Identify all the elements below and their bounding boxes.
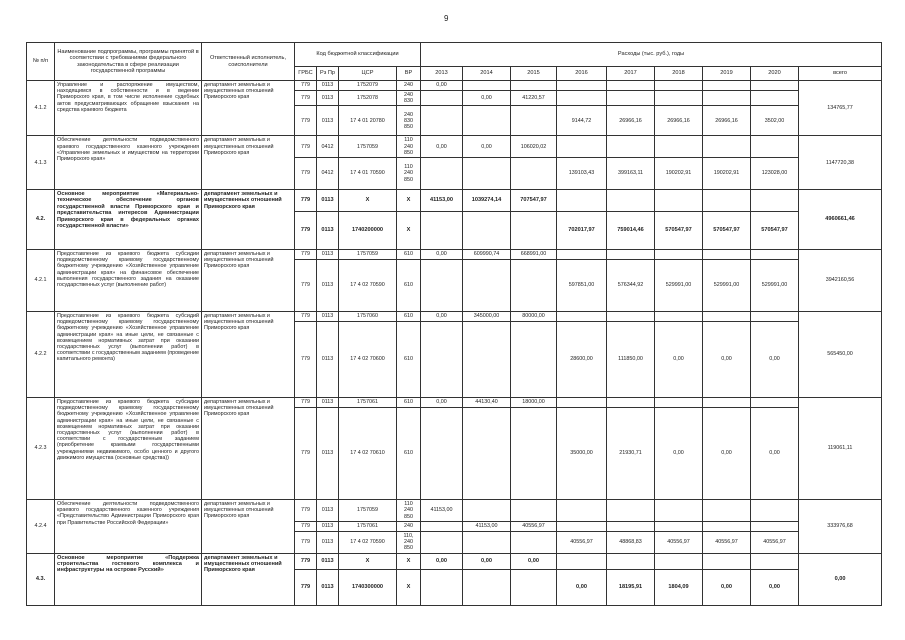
- header-num: № п/п: [27, 43, 55, 81]
- cell-grbs: 779: [295, 408, 317, 500]
- table-row: [27, 312, 882, 322]
- cell-2016: [557, 190, 607, 212]
- cell-vr: 240: [397, 81, 421, 91]
- row-responsible: департамент земельных и имущественных отношений Приморского края: [202, 500, 295, 554]
- cell-2016: 40556,97: [557, 532, 607, 554]
- cell-csr: 1757060: [339, 312, 397, 322]
- cell-grbs: 779: [295, 136, 317, 158]
- row-number: 4.2.2: [27, 312, 55, 398]
- cell-vr: 240 830 850: [397, 106, 421, 136]
- cell-2019: 529991,00: [703, 260, 751, 312]
- cell-2015: [511, 532, 557, 554]
- cell-grbs: 779: [295, 553, 317, 569]
- header-resp: Ответственный исполнитель, соисполнители: [202, 43, 295, 81]
- row-name: Управление и распоряжение имуществом, находящимся в собственности и в ведении Приморского края, в том числе исполнение судебных актов предусматривающих обращение взыскания на средства краевого бюджета: [55, 81, 202, 136]
- cell-2015: 668991,00: [511, 250, 557, 260]
- cell-rzpr: 0113: [317, 569, 339, 605]
- cell-2014: 609990,74: [463, 250, 511, 260]
- cell-2017: 576344,92: [607, 260, 655, 312]
- cell-2017: [607, 250, 655, 260]
- header-2019: 2019: [703, 67, 751, 81]
- row-name: Предоставление из краевого бюджета субсидии подведомственному краевому государственному бюджетному учреждению «Хозяйственное управление администрации края» на иные цели, не связанные с возмещением нормативных затрат при оказании государственных услуг (выполнении работ) в соответствии с государственным заданием (приобретение краевыми государственными учреждениями недвижимого, особо ценного и другого движимого имущества (основные средства)): [55, 398, 202, 500]
- cell-vr: 240: [397, 522, 421, 532]
- row-total: 1147720,38: [799, 136, 882, 190]
- cell-2017: [607, 522, 655, 532]
- cell-rzpr: 0113: [317, 212, 339, 250]
- table-row: [27, 553, 882, 569]
- budget-table: [26, 42, 882, 606]
- cell-2013: 0,00: [421, 81, 463, 91]
- cell-2020: [751, 190, 799, 212]
- cell-2013: 0,00: [421, 136, 463, 158]
- row-total: 0,00: [799, 553, 882, 605]
- cell-2019: [703, 500, 751, 522]
- cell-2019: [703, 398, 751, 408]
- header-2020: 2020: [751, 67, 799, 81]
- cell-rzpr: 0113: [317, 532, 339, 554]
- cell-csr: 1757059: [339, 136, 397, 158]
- cell-2019: 0,00: [703, 322, 751, 398]
- cell-grbs: 779: [295, 158, 317, 190]
- cell-rzpr: 0113: [317, 190, 339, 212]
- table-row: [27, 250, 882, 260]
- cell-2020: [751, 312, 799, 322]
- cell-2018: [655, 136, 703, 158]
- row-number: 4.2.4: [27, 500, 55, 554]
- cell-grbs: 779: [295, 260, 317, 312]
- cell-csr: 17 4 02 70590: [339, 260, 397, 312]
- cell-rzpr: 0113: [317, 250, 339, 260]
- cell-rzpr: 0412: [317, 158, 339, 190]
- cell-2020: 529991,00: [751, 260, 799, 312]
- row-name: Обеспечение деятельности подведомственного краевого государственного казенного учреждения «Управление земельных и имуществом на территории Приморского края»: [55, 136, 202, 190]
- cell-vr: Х: [397, 212, 421, 250]
- cell-2013: 0,00: [421, 250, 463, 260]
- cell-2018: 1804,09: [655, 569, 703, 605]
- cell-vr: 240 830: [397, 91, 421, 106]
- cell-2013: [421, 212, 463, 250]
- cell-2020: [751, 522, 799, 532]
- cell-2013: [421, 158, 463, 190]
- cell-vr: 610: [397, 250, 421, 260]
- cell-2019: [703, 553, 751, 569]
- cell-2017: 48868,83: [607, 532, 655, 554]
- cell-2020: 0,00: [751, 322, 799, 398]
- row-number: 4.2.3: [27, 398, 55, 500]
- cell-2019: [703, 81, 751, 91]
- cell-2013: 0,00: [421, 398, 463, 408]
- cell-rzpr: 0412: [317, 136, 339, 158]
- cell-2014: 44130,40: [463, 398, 511, 408]
- cell-rzpr: 0113: [317, 408, 339, 500]
- cell-vr: 110 240 850: [397, 136, 421, 158]
- cell-2015: [511, 106, 557, 136]
- cell-grbs: 779: [295, 212, 317, 250]
- cell-rzpr: 0113: [317, 91, 339, 106]
- row-responsible: департамент земельных и имущественных отношений Приморского края: [202, 398, 295, 500]
- cell-2015: [511, 212, 557, 250]
- row-responsible: департамент земельных и имущественных отношений Приморского края: [202, 81, 295, 136]
- row-name: Обеспечение деятельности подведомственного краевого государственного казенного учреждения «Представительство Администрации Приморского края при Правительстве Российской Федерации»: [55, 500, 202, 554]
- cell-csr: 1757061: [339, 398, 397, 408]
- cell-2015: [511, 260, 557, 312]
- cell-vr: Х: [397, 190, 421, 212]
- cell-2013: [421, 532, 463, 554]
- cell-csr: 17 4 02 70610: [339, 408, 397, 500]
- cell-grbs: 779: [295, 322, 317, 398]
- cell-2015: [511, 569, 557, 605]
- cell-2018: 0,00: [655, 322, 703, 398]
- cell-2018: 40556,97: [655, 532, 703, 554]
- row-responsible: департамент земельных и имущественных отношений Приморского края: [202, 190, 295, 250]
- page-number: 9: [444, 14, 449, 23]
- cell-2020: 123028,00: [751, 158, 799, 190]
- cell-2018: 529991,00: [655, 260, 703, 312]
- row-name: Основное мероприятие «Поддержка строительства гостевого комплекса и инфраструктуры на острове Русский»: [55, 553, 202, 605]
- cell-2014: [463, 532, 511, 554]
- cell-2015: [511, 408, 557, 500]
- row-number: 4.2.1: [27, 250, 55, 312]
- row-number: 4.1.3: [27, 136, 55, 190]
- row-responsible: департамент земельных и имущественных отношений Приморского края: [202, 250, 295, 312]
- header-2016: 2016: [557, 67, 607, 81]
- cell-grbs: 779: [295, 190, 317, 212]
- cell-2018: 26966,16: [655, 106, 703, 136]
- header-csr: ЦСР: [339, 67, 397, 81]
- cell-2015: 0,00: [511, 553, 557, 569]
- cell-vr: 610: [397, 260, 421, 312]
- cell-csr: 1752078: [339, 91, 397, 106]
- cell-2019: 570547,97: [703, 212, 751, 250]
- cell-2014: [463, 260, 511, 312]
- cell-2016: 702017,97: [557, 212, 607, 250]
- cell-rzpr: 0113: [317, 81, 339, 91]
- header-2015: 2015: [511, 67, 557, 81]
- cell-2020: [751, 91, 799, 106]
- cell-2018: [655, 522, 703, 532]
- row-total: 3942160,56: [799, 250, 882, 312]
- cell-2014: [463, 212, 511, 250]
- cell-2017: [607, 190, 655, 212]
- cell-2017: [607, 398, 655, 408]
- cell-rzpr: 0113: [317, 312, 339, 322]
- cell-2017: [607, 312, 655, 322]
- cell-2015: [511, 500, 557, 522]
- header-expenses: Расходы (тыс. руб.), годы: [421, 43, 882, 67]
- cell-2020: [751, 398, 799, 408]
- cell-2019: 0,00: [703, 569, 751, 605]
- cell-2016: 0,00: [557, 569, 607, 605]
- cell-csr: Х: [339, 553, 397, 569]
- cell-2015: 18000,00: [511, 398, 557, 408]
- cell-csr: 1757061: [339, 522, 397, 532]
- cell-2020: 3502,00: [751, 106, 799, 136]
- row-number: 4.1.2: [27, 81, 55, 136]
- cell-vr: Х: [397, 569, 421, 605]
- row-name: Основное мероприятие «Материально-техническое обеспечение органов государственной власти Приморского края и представительства интересов Администрации Приморского края в федеральных органах государственной власти»: [55, 190, 202, 250]
- cell-vr: 610: [397, 398, 421, 408]
- header-2013: 2013: [421, 67, 463, 81]
- cell-2016: [557, 136, 607, 158]
- cell-csr: Х: [339, 190, 397, 212]
- cell-2020: [751, 553, 799, 569]
- header-total: всего: [799, 67, 882, 81]
- cell-2017: [607, 500, 655, 522]
- cell-2020: [751, 500, 799, 522]
- header-2018: 2018: [655, 67, 703, 81]
- cell-2017: 759014,46: [607, 212, 655, 250]
- cell-2015: 40556,97: [511, 522, 557, 532]
- cell-2020: [751, 136, 799, 158]
- cell-2016: [557, 91, 607, 106]
- row-responsible: департамент земельных и имущественных отношений Приморского края: [202, 553, 295, 605]
- cell-2018: [655, 500, 703, 522]
- cell-2017: 399163,11: [607, 158, 655, 190]
- cell-2013: [421, 106, 463, 136]
- cell-2019: [703, 522, 751, 532]
- cell-2019: [703, 190, 751, 212]
- table-row: [27, 136, 882, 158]
- table-row: [27, 500, 882, 522]
- cell-2013: [421, 91, 463, 106]
- cell-2017: 111850,00: [607, 322, 655, 398]
- cell-2016: [557, 522, 607, 532]
- cell-2018: [655, 250, 703, 260]
- row-total: 565450,00: [799, 312, 882, 398]
- cell-2019: [703, 91, 751, 106]
- cell-2014: [463, 408, 511, 500]
- cell-2017: 26966,16: [607, 106, 655, 136]
- cell-2016: 597851,00: [557, 260, 607, 312]
- header-2017: 2017: [607, 67, 655, 81]
- cell-csr: 17 4 02 70600: [339, 322, 397, 398]
- cell-vr: 610: [397, 312, 421, 322]
- cell-2013: [421, 322, 463, 398]
- cell-2015: 80000,00: [511, 312, 557, 322]
- cell-grbs: 779: [295, 522, 317, 532]
- cell-2016: 28600,00: [557, 322, 607, 398]
- cell-2015: [511, 81, 557, 91]
- cell-2017: 18195,91: [607, 569, 655, 605]
- cell-2020: 0,00: [751, 569, 799, 605]
- cell-2013: [421, 522, 463, 532]
- cell-csr: 1757059: [339, 500, 397, 522]
- cell-2014: 345000,00: [463, 312, 511, 322]
- cell-rzpr: 0113: [317, 322, 339, 398]
- cell-2016: [557, 553, 607, 569]
- cell-grbs: 779: [295, 500, 317, 522]
- cell-vr: 110 240 850: [397, 158, 421, 190]
- cell-2014: 0,00: [463, 136, 511, 158]
- cell-2015: 707547,97: [511, 190, 557, 212]
- cell-2013: [421, 260, 463, 312]
- cell-2014: 41153,00: [463, 522, 511, 532]
- cell-2013: 41153,00: [421, 190, 463, 212]
- cell-csr: 17 4 02 70590: [339, 532, 397, 554]
- cell-vr: Х: [397, 553, 421, 569]
- cell-csr: 1740200000: [339, 212, 397, 250]
- cell-2016: [557, 81, 607, 91]
- cell-2014: [463, 569, 511, 605]
- header-vr: ВР: [397, 67, 421, 81]
- row-name: Предоставление из краевого бюджета субсидий подведомственному краевому государственному бюджетному учреждению «Хозяйственное управление администрации края» на иные цели, не связанные с возмещением нормативных затрат при оказании государственных услуг (выполнении работ) в соответствии с государственным заданием (проведение капитального ремонта): [55, 312, 202, 398]
- cell-2014: 0,00: [463, 91, 511, 106]
- cell-2016: [557, 500, 607, 522]
- cell-grbs: 779: [295, 398, 317, 408]
- cell-csr: 1740300000: [339, 569, 397, 605]
- row-total: 134765,77: [799, 81, 882, 136]
- cell-grbs: 779: [295, 91, 317, 106]
- cell-2014: [463, 158, 511, 190]
- header-budget-code: Код бюджетной классификации: [295, 43, 421, 67]
- cell-vr: 610: [397, 408, 421, 500]
- cell-2015: 41220,57: [511, 91, 557, 106]
- cell-2019: [703, 136, 751, 158]
- cell-2020: [751, 250, 799, 260]
- cell-2017: [607, 136, 655, 158]
- cell-2017: [607, 553, 655, 569]
- cell-2013: [421, 408, 463, 500]
- cell-2016: [557, 398, 607, 408]
- cell-vr: 110 240 850: [397, 500, 421, 522]
- cell-2018: [655, 312, 703, 322]
- cell-2016: 139103,43: [557, 158, 607, 190]
- row-name: Предоставление из краевого бюджета субсидии подведомственному краевому государственному бюджетному учреждению «Хозяйственное управление администрации края» на финансовое обеспечение выполнения государственного задания на оказание государственных услуг (выполнение работ): [55, 250, 202, 312]
- cell-2018: [655, 553, 703, 569]
- row-responsible: департамент земельных и имущественных отношений Приморского края: [202, 136, 295, 190]
- table-row: [27, 190, 882, 212]
- cell-2019: [703, 250, 751, 260]
- cell-2018: 190202,91: [655, 158, 703, 190]
- cell-rzpr: 0113: [317, 553, 339, 569]
- cell-2017: [607, 91, 655, 106]
- cell-2019: 0,00: [703, 408, 751, 500]
- cell-csr: 17 4 01 20780: [339, 106, 397, 136]
- row-total: 333976,68: [799, 500, 882, 554]
- cell-2013: 0,00: [421, 553, 463, 569]
- cell-csr: 1752079: [339, 81, 397, 91]
- cell-2019: 190202,91: [703, 158, 751, 190]
- cell-2016: 35000,00: [557, 408, 607, 500]
- row-responsible: департамент земельных и имущественных отношений Приморского края: [202, 312, 295, 398]
- row-number: 4.3.: [27, 553, 55, 605]
- cell-2016: 9144,72: [557, 106, 607, 136]
- cell-2013: 0,00: [421, 312, 463, 322]
- cell-grbs: 779: [295, 250, 317, 260]
- cell-2018: [655, 81, 703, 91]
- table-row: [27, 81, 882, 91]
- cell-rzpr: 0113: [317, 106, 339, 136]
- cell-2017: [607, 81, 655, 91]
- cell-2016: [557, 312, 607, 322]
- cell-csr: 17 4 01 70590: [339, 158, 397, 190]
- cell-csr: 1757059: [339, 250, 397, 260]
- cell-2019: 26966,16: [703, 106, 751, 136]
- cell-2020: 40556,97: [751, 532, 799, 554]
- cell-vr: 610: [397, 322, 421, 398]
- cell-vr: 110, 240 850: [397, 532, 421, 554]
- cell-2014: [463, 500, 511, 522]
- cell-2018: [655, 398, 703, 408]
- cell-grbs: 779: [295, 532, 317, 554]
- cell-2020: 0,00: [751, 408, 799, 500]
- cell-2020: [751, 81, 799, 91]
- row-number: 4.2.: [27, 190, 55, 250]
- cell-2015: [511, 158, 557, 190]
- cell-grbs: 779: [295, 81, 317, 91]
- cell-rzpr: 0113: [317, 522, 339, 532]
- cell-grbs: 779: [295, 106, 317, 136]
- header-2014: 2014: [463, 67, 511, 81]
- cell-2014: 0,00: [463, 553, 511, 569]
- cell-rzpr: 0113: [317, 260, 339, 312]
- cell-2013: [421, 569, 463, 605]
- table-row: [27, 398, 882, 408]
- header-rzpr: Рз Пр: [317, 67, 339, 81]
- cell-2014: 1039274,14: [463, 190, 511, 212]
- cell-rzpr: 0113: [317, 500, 339, 522]
- cell-grbs: 779: [295, 312, 317, 322]
- cell-2015: 106020,02: [511, 136, 557, 158]
- row-total: 4960661,46: [799, 190, 882, 250]
- cell-rzpr: 0113: [317, 398, 339, 408]
- header-name: Наименование подпрограммы, программы принятой в соответствии с требованиями федерального законодательства в сфере реализации государственной программы: [55, 43, 202, 81]
- cell-2016: [557, 250, 607, 260]
- header-grbs: ГРБС: [295, 67, 317, 81]
- cell-2020: 570547,97: [751, 212, 799, 250]
- cell-2017: 21930,71: [607, 408, 655, 500]
- cell-2018: [655, 91, 703, 106]
- cell-2018: [655, 190, 703, 212]
- cell-2018: 0,00: [655, 408, 703, 500]
- cell-2019: [703, 312, 751, 322]
- cell-2019: 40556,97: [703, 532, 751, 554]
- cell-2014: [463, 81, 511, 91]
- cell-grbs: 779: [295, 569, 317, 605]
- cell-2018: 570547,97: [655, 212, 703, 250]
- cell-2014: [463, 106, 511, 136]
- cell-2013: 41153,00: [421, 500, 463, 522]
- cell-2014: [463, 322, 511, 398]
- cell-2015: [511, 322, 557, 398]
- row-total: 119061,11: [799, 398, 882, 500]
